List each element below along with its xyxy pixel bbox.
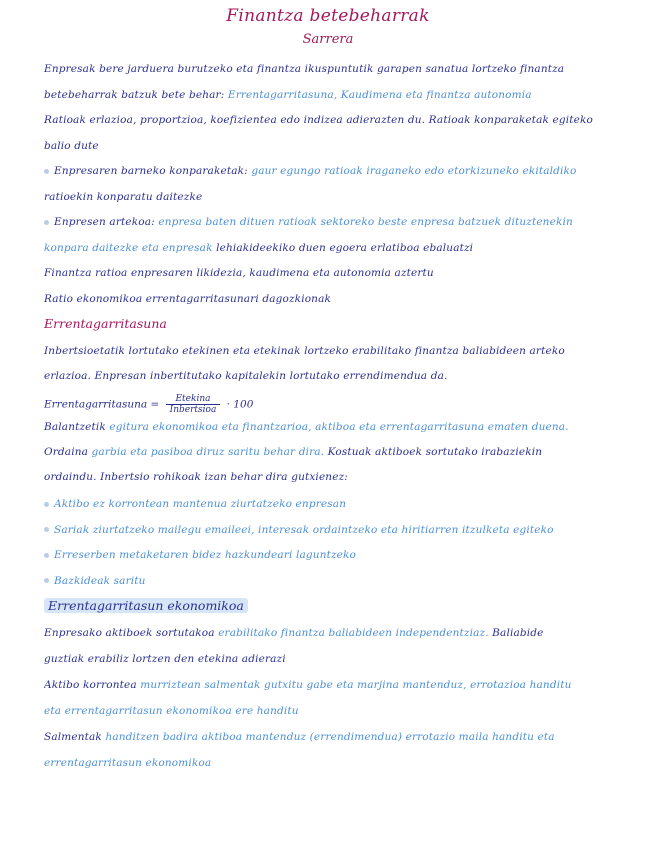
bullet-item: Aktibo ez korrontean mantenua ziurtatzeko enpresan xyxy=(44,497,614,511)
errentagarritasuna-formula xyxy=(44,394,253,415)
intro-line: betebeharrak batzuk bete behar: Errentagarritasuna, Kaudimena eta finantza autonomia xyxy=(44,88,532,101)
highlighted-text: Errentagarritasuna, Kaudimena eta finantza autonomia xyxy=(227,88,532,101)
intro-line: Ratioak erlazioa, proportzioa, koefizientea edo indizea adierazten du. Ratioak konparaketak egiteko xyxy=(44,114,593,126)
intro-line: balio dute xyxy=(44,139,99,152)
intro-line: konpara daitezke eta enpresak lehiakideekiko duen egoera erlatiboa ebaluatzi xyxy=(44,241,474,254)
highlighted-text: erabilitako finantza baliabideen independentziaz. xyxy=(218,627,489,639)
formula-numerator: Etekina xyxy=(166,394,221,405)
definition-line: erlazioa. Enpresan inbertitutako kapitalekin lortutako errendimendua da. xyxy=(44,370,448,382)
ekonomikoa-line: Aktibo korrontea murriztean salmentak gutxitu gabe eta marjina mantenduz, errotazioa handitu xyxy=(44,679,572,691)
highlighted-text: handitzen badira aktiboa mantenduz (errendimendua) errotazio maila handitu eta xyxy=(105,731,555,743)
intro-line: Enpresaren barneko konparaketak: gaur egungo ratioak iraganeko edo etorkizuneko ekitaldiko xyxy=(44,164,614,178)
explanation-line: Ordaina garbia eta pasiboa diruz saritu behar dira. Kostuak aktiboek sortutako irabaziekin xyxy=(44,446,543,458)
page-subtitle: Sarrera xyxy=(302,32,354,47)
highlighted-text: enpresa baten dituen ratioak sektoreko beste enpresa batzuek dituztenekin xyxy=(158,216,573,228)
formula-lhs: Errentagarritasuna = xyxy=(44,398,160,411)
formula-denominator: Inbertsioa xyxy=(169,405,217,415)
ekonomikoa-line: Salmentak handitzen badira aktiboa mantenduz (errendimendua) errotazio maila handitu eta xyxy=(44,731,555,743)
formula-multiplier: · 100 xyxy=(226,398,254,411)
highlighted-text: konpara daitezke eta enpresak xyxy=(44,241,217,254)
intro-line: Finantza ratioa enpresaren likidezia, kaudimena eta autonomia aztertu xyxy=(44,267,434,279)
definition-line: Inbertsioetatik lortutako etekinen eta etekinak lortzeko erabilitako finantza baliabideen arteko xyxy=(44,345,565,357)
ekonomikoa-line: Enpresako aktiboek sortutakoa erabilitako finantza baliabideen independentziaz. Baliabide xyxy=(44,627,544,639)
highlighted-text: murriztean salmentak gutxitu gabe eta marjina mantenduz, errotazioa handitu xyxy=(140,679,572,691)
highlighted-text: egitura ekonomikoa eta finantzarioa, aktiboa eta errentagarritasuna ematen duena. xyxy=(109,421,569,433)
explanation-line: ordaindu. Inbertsio rohikoak izan behar dira gutxienez: xyxy=(44,471,348,483)
bullet-item: Erreserben metaketaren bidez hazkundeari laguntzeko xyxy=(44,548,614,562)
ekonomikoa-line: errentagarritasun ekonomikoa xyxy=(44,757,212,769)
page-title: Finantza betebeharrak xyxy=(226,6,430,26)
formula-fraction xyxy=(166,394,221,415)
intro-line: ratioekin konparatu daitezke xyxy=(44,190,203,203)
section-heading-errentagarritasuna: Errentagarritasuna xyxy=(44,316,167,331)
bullet-item: Bazkideak saritu xyxy=(44,574,614,588)
intro-line: Enpresen artekoa: enpresa baten dituen ratioak sektoreko beste enpresa batzuek dituztenekin xyxy=(44,215,614,229)
highlighted-text: garbia eta pasiboa diruz saritu behar dira. xyxy=(91,446,325,458)
explanation-line: Balantzetik egitura ekonomikoa eta finantzarioa, aktiboa eta errentagarritasuna ematen duena. xyxy=(44,421,569,433)
ekonomikoa-line: eta errentagarritasun ekonomikoa ere handitu xyxy=(44,705,299,717)
intro-line: Ratio ekonomikoa errentagarritasunari dagozkionak xyxy=(44,292,332,305)
section-heading-errentagarritasun-ekonomikoa: Errentagarritasun ekonomikoa xyxy=(44,598,248,613)
highlighted-text: gaur egungo ratioak iraganeko edo etorkizuneko ekitaldiko xyxy=(251,165,577,177)
intro-line: Enpresak bere jarduera burutzeko eta finantza ikuspuntutik garapen sanatua lortzeko finantza xyxy=(44,63,565,75)
ekonomikoa-line: guztiak erabiliz lortzen den etekina adierazi xyxy=(44,653,286,665)
bullet-item: Sariak ziurtatzeko mailegu emaileei, interesak ordaintzeko eta hiritiarren itzulketa egiteko xyxy=(44,523,614,537)
